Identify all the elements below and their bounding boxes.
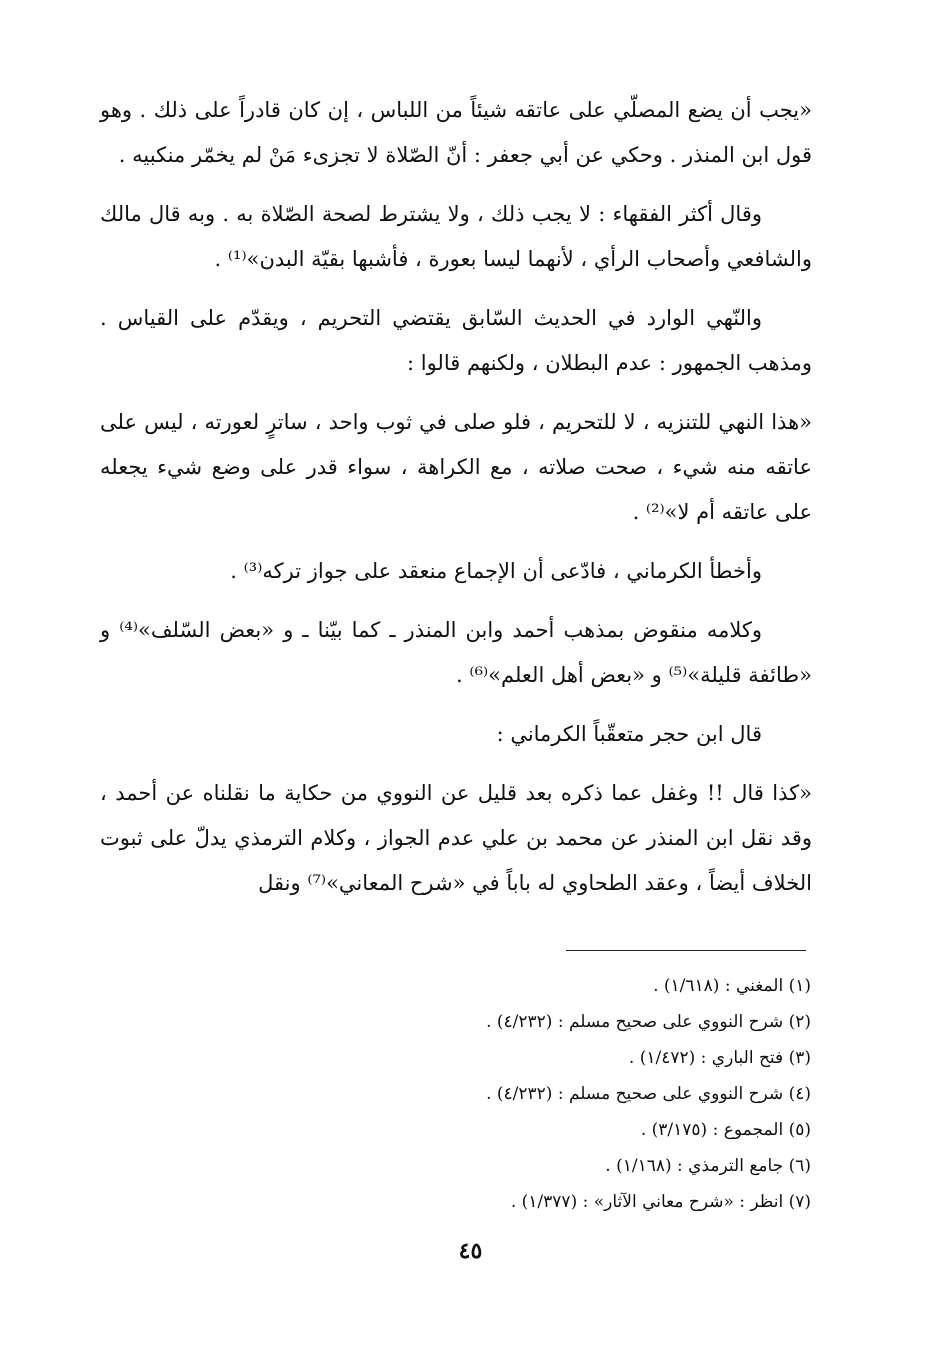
footnotes (291, 968, 811, 1220)
paragraph-6: وكلامه منقوض بمذهب أحمد وابن المنذر ـ كما بيّنا ـ و «بعض السّلف»⁽⁴⁾ و «طائفة قليلة»⁽⁵⁾ و «بعض أهل العلم»⁽⁶⁾ . (100, 618, 812, 687)
footnote-4: (٤) شرح النووي على صحيح مسلم : (٤/٢٣٢) . (486, 1084, 811, 1104)
paragraph-4: «هذا النهي للتنزيه ، لا للتحريم ، فلو صلى في ثوب واحد ، ساترٍ لعورته ، ليس على عاتقه منه شيء ، صحت صلاته ، مع الكراهة ، سواء قدر على وضع شيء يجعله على عاتقه أم لا»⁽²⁾ . (100, 410, 812, 524)
paragraph-8: «كذا قال !! وغفل عما ذكره بعد قليل عن النووي من حكاية ما نقلناه عن أحمد ، وقد نقل ابن المنذر عن محمد بن علي عدم الجواز ، وكلام الترمذي يدلّ على ثبوت الخلاف أيضاً ، وعقد الطحاوي له باباً في «شرح المعاني»⁽⁷⁾ ونقل (100, 781, 812, 895)
paragraph-2: وقال أكثر الفقهاء : لا يجب ذلك ، ولا يشترط لصحة الصّلاة به . وبه قال مالك والشافعي وأصحاب الرأي ، لأنهما ليسا بعورة ، فأشبها بقيّة البدن»⁽¹⁾ . (100, 202, 812, 271)
footnote-7: (٧) انظر : «شرح معاني الآثار» : (١/٣٧٧) . (510, 1192, 811, 1212)
page-number: ٤٥ (458, 1238, 483, 1264)
paragraph-3: والنّهي الوارد في الحديث السّابق يقتضي التحريم ، ويقدّم على القياس . ومذهب الجمهور : عدم البطلان ، ولكنهم قالوا : (100, 306, 812, 375)
footnote-5: (٥) المجموع : (٣/١٧٥) . (640, 1120, 811, 1140)
paragraph-1: «يجب أن يضع المصلّي على عاتقه شيئاً من اللباس ، إن كان قادراً على ذلك . وهو قول ابن المنذر . وحكي عن أبي جعفر : أنّ الصّلاة لا تجزىء مَنْ لم يخمّر منكبيه . (100, 98, 812, 167)
footnote-6: (٦) جامع الترمذي : (١/١٦٨) . (605, 1156, 811, 1176)
body-text (100, 88, 812, 920)
footnote-separator (566, 950, 806, 951)
paragraph-5: وأخطأ الكرماني ، فادّعى أن الإجماع منعقد على جواز تركه⁽³⁾ . (230, 559, 762, 583)
footnote-3: (٣) فتح الباري : (١/٤٧٢) . (628, 1048, 811, 1068)
footnote-2: (٢) شرح النووي على صحيح مسلم : (٤/٢٣٢) . (486, 1012, 811, 1032)
footnote-1: (١) المغني : (١/٦١٨) . (653, 976, 811, 996)
paragraph-7: قال ابن حجر متعقّباً الكرماني : (496, 722, 762, 746)
